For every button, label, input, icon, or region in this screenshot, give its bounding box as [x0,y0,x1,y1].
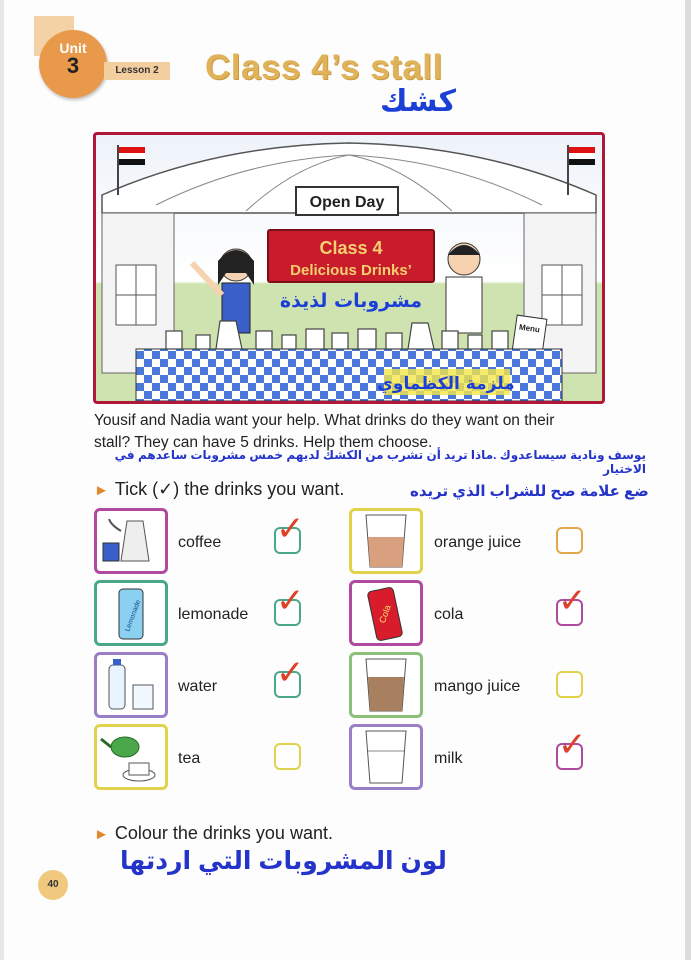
drink-label-mango-juice: mango juice [434,678,521,695]
instruction-colour-arabic: لون المشروبات التي اردتها [120,847,447,875]
instruction-colour [94,823,333,844]
unit-badge [34,16,112,94]
drink-label-milk: milk [434,750,463,767]
banner-line-1: Class 4 [319,238,383,258]
water-bottle-icon [94,652,168,718]
checkbox-tea[interactable] [274,743,301,770]
coffee-pot-icon [94,508,168,574]
unit-word: Unit [59,40,87,56]
stall-illustration [93,132,605,404]
milk-glass-icon [349,724,423,790]
svg-text:Lemonade: Lemonade [124,599,143,633]
play-arrow-icon: ► [94,482,109,499]
page-number: 40 [38,870,68,900]
intro-text-arabic: يوسف ونادية سيساعدوك .ماذا تريد أن تشرب من الكشك لديهم خمس مشروبات ساعدهم في الاختيار [114,448,646,476]
cola-can-icon [349,580,423,646]
watermark-text: ملزمة الكظماوي [377,374,515,394]
page-edge-right [685,0,691,960]
play-arrow-icon: ► [94,826,109,843]
tick-mark-icon: ✓ [558,582,587,620]
juice-glass-icon [349,508,423,574]
page-title-arabic: كشك [380,85,456,118]
instruction-tick-text: Tick (✓) the drinks you want. [114,479,345,499]
checkbox-mango-juice[interactable] [556,671,583,698]
page-edge-left [0,0,4,960]
drink-label-coffee: coffee [178,534,222,551]
banner-arabic: مشروبات لذيذة [279,290,423,312]
instruction-tick [94,479,344,500]
unit-circle [39,30,107,98]
drink-label-orange-juice: orange juice [434,534,522,551]
tick-mark-icon: ✓ [276,510,305,548]
unit-number: 3 [66,53,80,78]
page-title: Class 4’s stall [205,48,443,87]
lemonade-can-icon [94,580,168,646]
tick-mark-icon: ✓ [558,726,587,764]
instruction-tick-arabic: ضع علامة صح للشراب الذي تريده [410,483,649,500]
lesson-tag: Lesson 2 [104,62,170,80]
svg-text:Cola: Cola [377,603,393,625]
instruction-colour-text: Colour the drinks you want. [114,823,333,843]
boy-character [446,243,482,333]
mango-glass-icon [349,652,423,718]
menu-label: Menu [518,322,541,335]
drink-label-tea: tea [178,750,201,767]
open-day-text: Open Day [309,194,385,211]
stall-scene-svg [96,135,602,401]
banner-line-2: Delicious Drinks’ [290,262,412,279]
drink-label-lemonade: lemonade [178,606,249,623]
checkbox-orange-juice[interactable] [556,527,583,554]
tick-mark-icon: ✓ [276,654,305,692]
drink-label-water: water [178,678,218,695]
intro-text: Yousif and Nadia want your help. What drinks do they want on their stall? They can have 5 drinks. Help them choose. [94,412,555,451]
drink-label-cola: cola [434,606,464,623]
teapot-icon [94,724,168,790]
tick-mark-icon: ✓ [276,582,305,620]
